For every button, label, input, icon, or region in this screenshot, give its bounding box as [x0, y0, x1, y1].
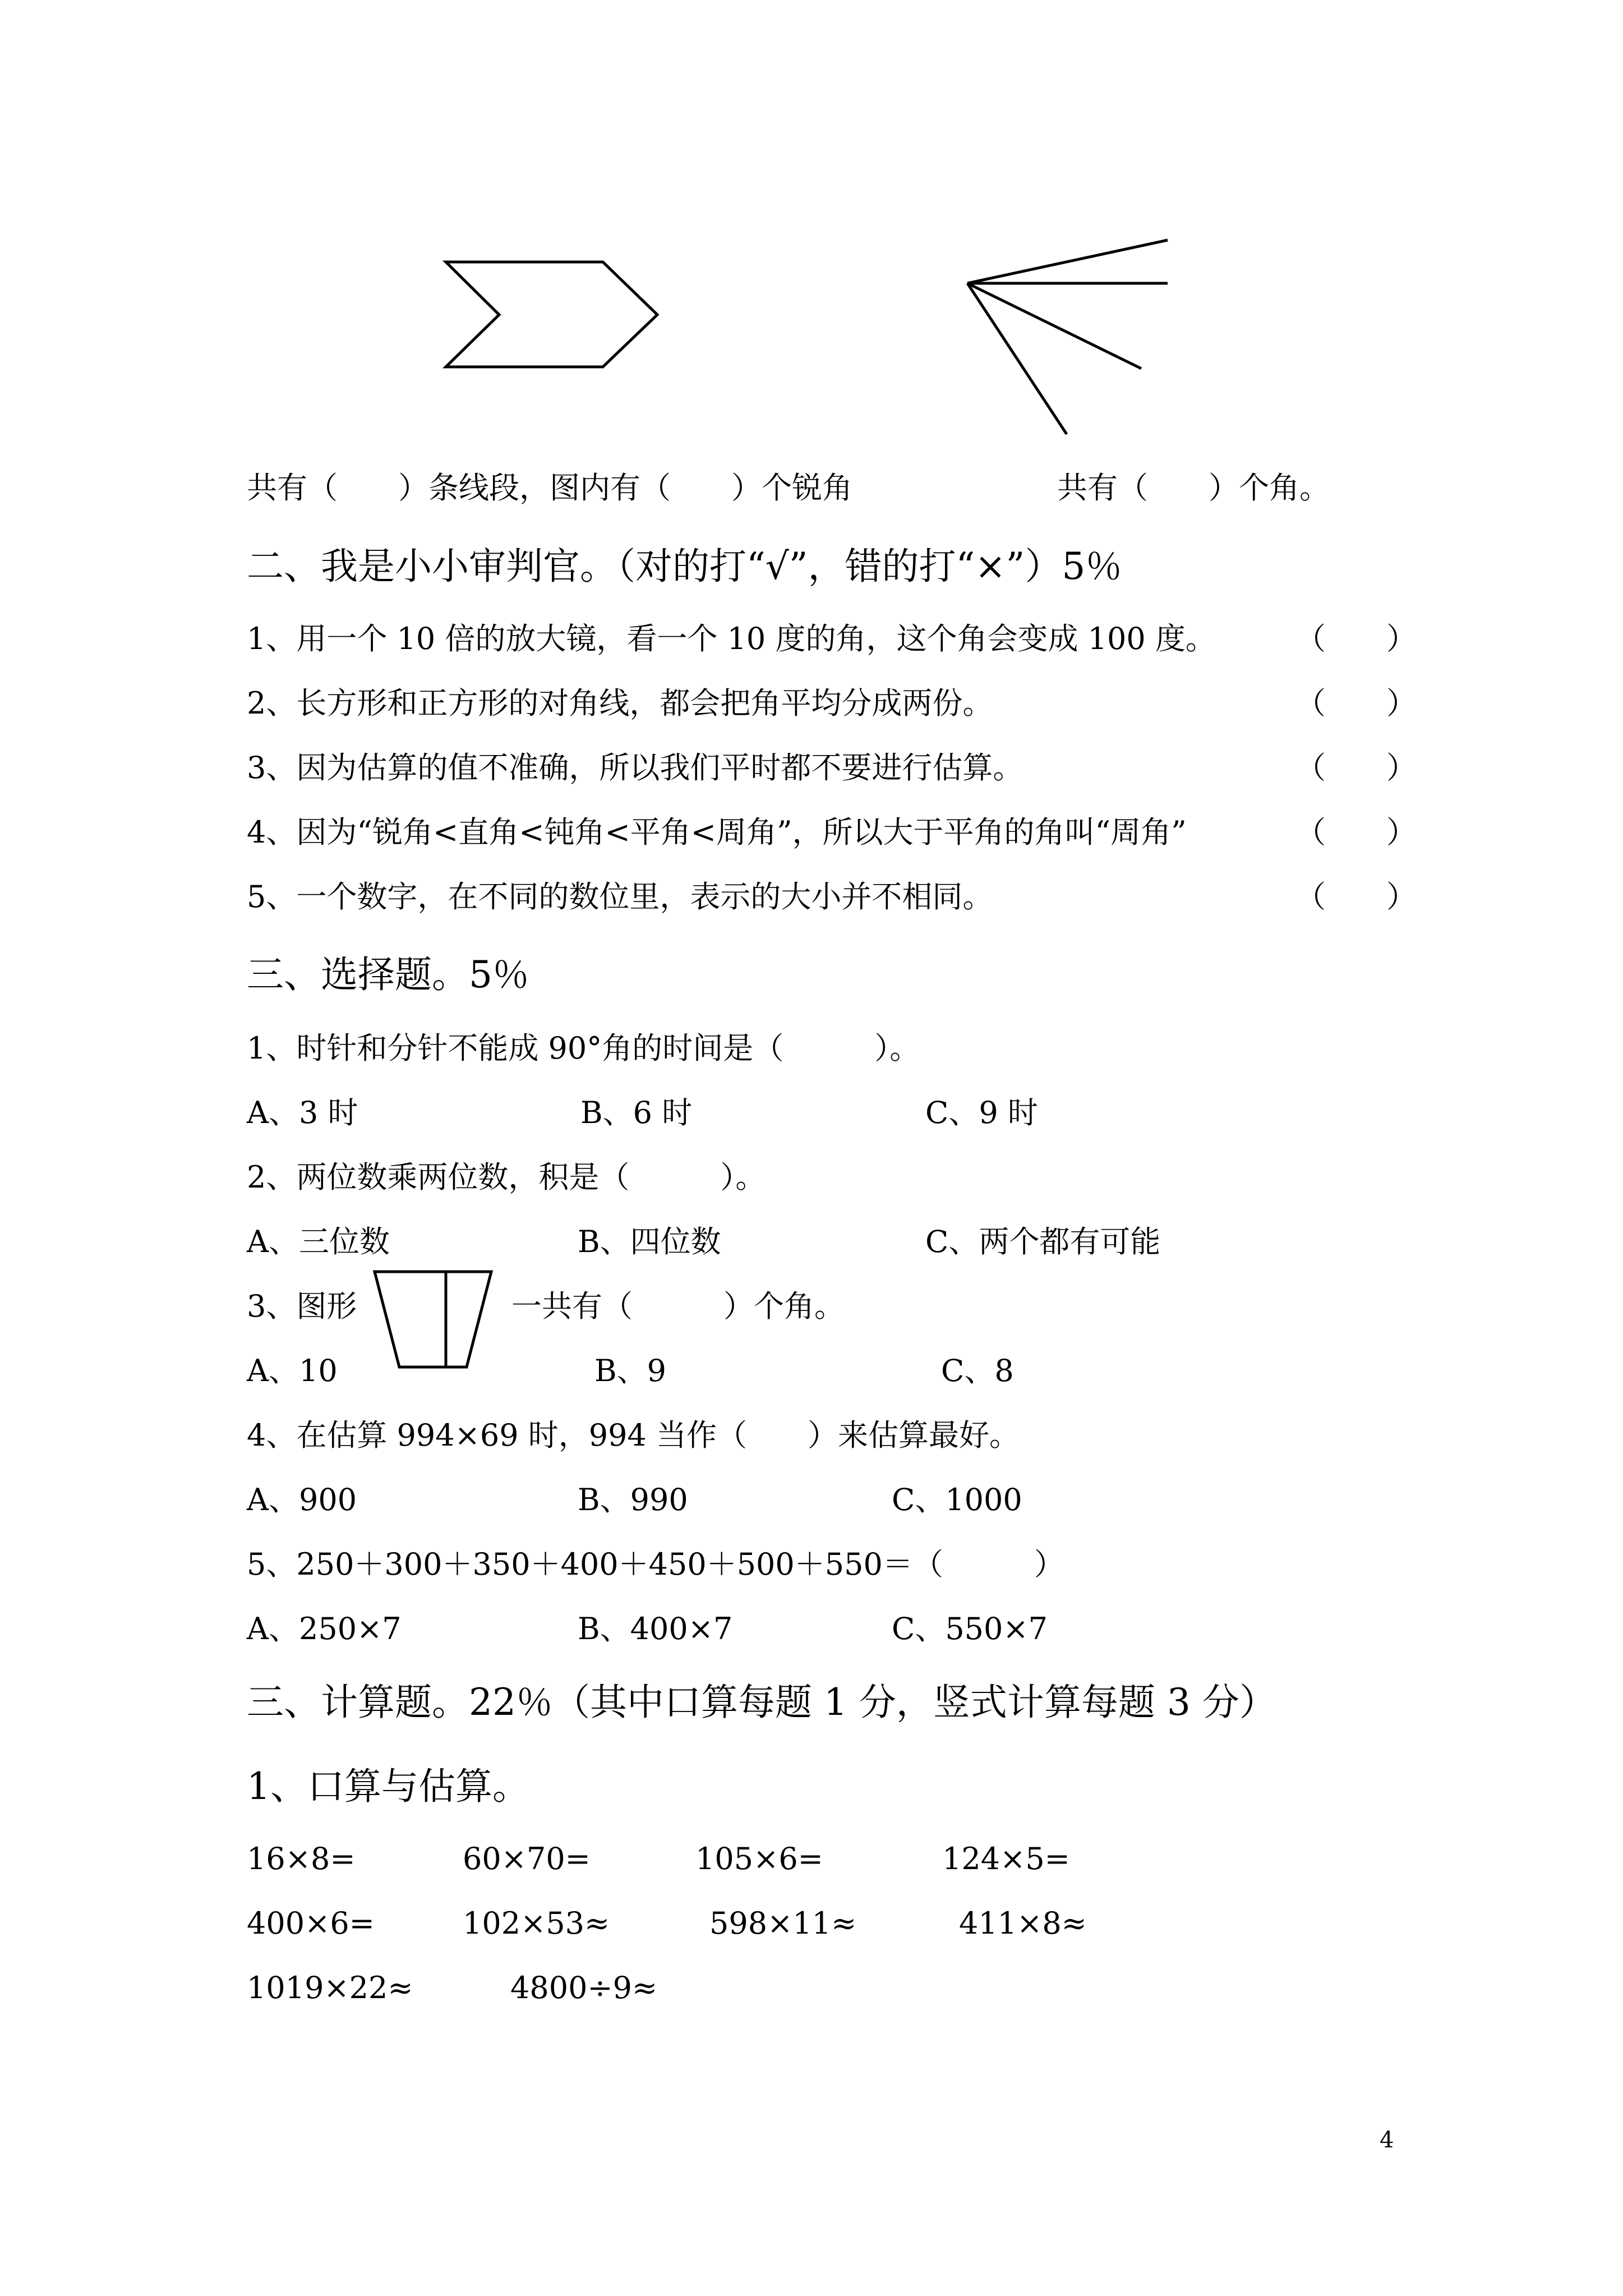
tf-item-5: 5、一个数字，在不同的数位里，表示的大小并不相同。: [247, 879, 993, 914]
calc-item-r2c3: 598×11≈: [709, 1906, 857, 1941]
choice-option-4b[interactable]: B、990: [578, 1482, 688, 1517]
calc-item-r2c2: 102×53≈: [463, 1906, 610, 1941]
choice-option-2b[interactable]: B、四位数: [578, 1224, 721, 1259]
calc-item-r2c1: 400×6=: [247, 1906, 375, 1941]
choice-option-3b[interactable]: B、9: [594, 1353, 667, 1388]
choice-option-2a[interactable]: A、三位数: [247, 1224, 390, 1259]
tf-answer-3[interactable]: （ ）: [1295, 750, 1417, 785]
choice-option-3c[interactable]: C、8: [941, 1353, 1014, 1388]
tf-answer-2[interactable]: （ ）: [1295, 685, 1417, 721]
figure-caption-left: 共有（ ）条线段，图内有（ ）个锐角: [247, 470, 852, 505]
calc-item-r3c2: 4800÷9≈: [510, 1970, 658, 2005]
choice-option-5c[interactable]: C、550×7: [892, 1611, 1048, 1646]
tf-item-1: 1、用一个 10 倍的放大镜，看一个 10 度的角，这个角会变成 100 度。: [247, 621, 1216, 656]
tf-item-2: 2、长方形和正方形的对角线，都会把角平均分成两份。: [247, 685, 993, 721]
choice-option-4c[interactable]: C、1000: [892, 1482, 1022, 1517]
figure-caption-right: 共有（ ）个角。: [1057, 470, 1330, 505]
choice-question-1: 1、时针和分针不能成 90°角的时间是（ ）。: [247, 1030, 920, 1066]
calc-item-r1c1: 16×8=: [247, 1841, 356, 1876]
tf-answer-4[interactable]: （ ）: [1295, 815, 1417, 850]
choice-question-5: 5、250＋300＋350＋400＋450＋500＋550＝（ ）: [247, 1547, 1064, 1582]
choice-question-4: 4、在估算 994×69 时，994 当作（ ）来估算最好。: [247, 1418, 1020, 1453]
tf-item-3: 3、因为估算的值不准确，所以我们平时都不要进行估算。: [247, 750, 1023, 785]
choice-option-1a[interactable]: A、3 时: [247, 1095, 358, 1130]
page-number: 4: [1380, 2127, 1394, 2153]
calc-item-r2c4: 411×8≈: [959, 1906, 1087, 1941]
sub-title-mental-math: 1、口算与估算。: [247, 1765, 529, 1808]
calc-item-r1c3: 105×6=: [695, 1841, 823, 1876]
section-title-calculation: 三、计算题。22％（其中口算每题 1 分，竖式计算每题 3 分）: [247, 1681, 1276, 1724]
choice-question-3-before: 3、图形: [247, 1289, 357, 1324]
section-title-choice: 三、选择题。5％: [247, 953, 529, 996]
calc-item-r1c4: 124×5=: [942, 1841, 1070, 1876]
choice-option-1c[interactable]: C、9 时: [925, 1095, 1038, 1130]
choice-option-2c[interactable]: C、两个都有可能: [925, 1224, 1161, 1259]
tf-item-4: 4、因为“锐角<直角<钝角<平角<周角”，所以大于平角的角叫“周角”: [247, 815, 1187, 850]
tf-answer-1[interactable]: （ ）: [1295, 621, 1417, 656]
choice-option-5a[interactable]: A、250×7: [247, 1611, 402, 1646]
choice-option-4a[interactable]: A、900: [247, 1482, 357, 1517]
section-title-true-false: 二、我是小小审判官。（对的打“√”，错的打“×”）5％: [247, 545, 1123, 588]
choice-option-5b[interactable]: B、400×7: [578, 1611, 733, 1646]
choice-question-3-after: 一共有（ ）个角。: [511, 1289, 845, 1324]
tf-answer-5[interactable]: （ ）: [1295, 879, 1417, 914]
calc-item-r1c2: 60×70=: [463, 1841, 591, 1876]
choice-question-2: 2、两位数乘两位数，积是（ ）。: [247, 1159, 766, 1195]
choice-option-1b[interactable]: B、6 时: [580, 1095, 693, 1130]
choice-option-3a[interactable]: A、10: [247, 1353, 338, 1388]
calc-item-r3c1: 1019×22≈: [247, 1970, 413, 2005]
